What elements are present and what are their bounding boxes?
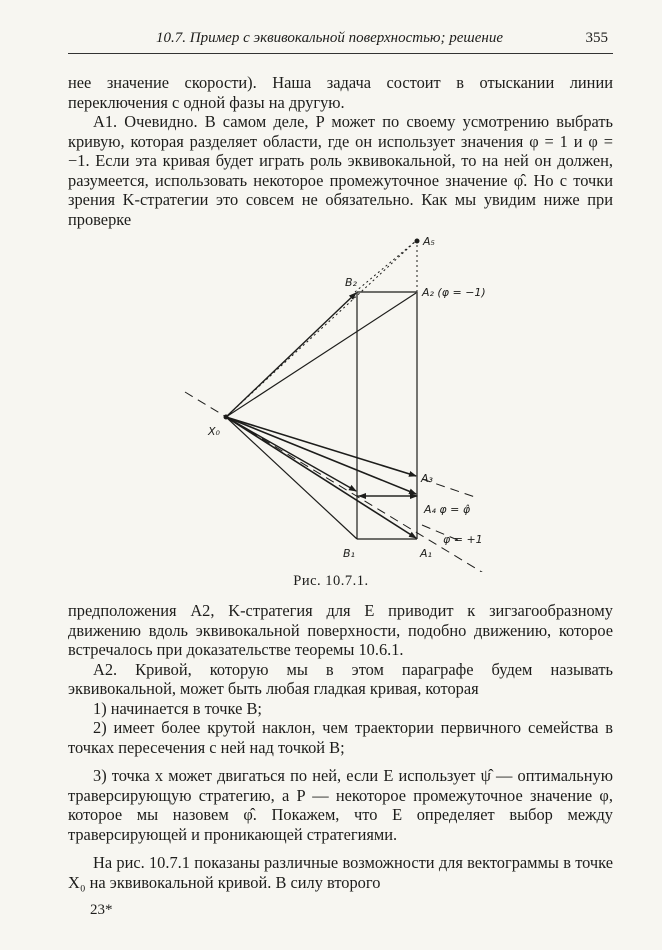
label-a1: A₁ [420,547,432,560]
point-a5 [415,239,420,244]
list-item-2: 2) имеет более крутой наклон, чем траектории первичного семейства в точках пересечения с ней над точкой B; [68,718,613,757]
vectogram-diagram [160,232,500,572]
list-item-3: 3) точка x может двигаться по ней, если E использует ψ̂ — оптимальную траверсирующую стратегию, а P — некоторое промежуточное значение φ, которое мы назовем φ̂. Покажем, что E определяет выбор между траверсирующей и проникающей стратегиями. [68,766,613,844]
page-number: 355 [585,30,608,46]
vector-x0-a2 [226,293,416,417]
label-a5: A₅ [423,235,435,248]
paragraph-a1: А1. Очевидно. В самом деле, P может по своему усмотрению выбрать кривую, которая разделяет области, где он использует значения φ = 1 и φ = −1. Если эта кривая будет играть роль эквивокальной, то на ней он должен, разумеется, использовать некоторое промежуточное значение φ̂. Но с точки зрения K-стратегии это совсем не обязательно. Как мы увидим ниже при проверке [68,112,613,229]
vector-x0-b1 [226,417,357,539]
vector-x0-b [226,417,356,491]
vector-x0-a4 [226,417,416,494]
label-a2: A₂ (φ = −1) [422,286,486,299]
figure-caption: Рис. 10.7.1. [293,573,369,589]
figure-10-7-1 [160,232,500,572]
text-block-top [68,73,613,229]
vector-x0-a1 [226,417,416,538]
label-x0: X₀ [208,425,220,438]
paragraph-figure-reference: На рис. 10.7.1 показаны различные возможности для вектограммы в точке X₀ на эквивокальной кривой. В силу второго [68,853,613,892]
header-rule [68,53,613,54]
vector-x0-b2 [226,293,356,417]
label-phi-plus-one: φ = +1 [443,533,483,546]
running-header-title: 10.7. Пример с эквивокальной поверхностью; решение [156,30,503,46]
label-b2: B₂ [345,276,357,289]
paragraph-continuation: нее значение скорости). Наша задача состоит в отыскании линии переключения с одной фазы на другую. [68,73,613,112]
label-a4: A₄ φ = φ̂ [424,503,471,516]
vector-x0-a3 [226,417,416,476]
dotted-line-b2-a5 [355,240,417,292]
text-block-bottom [68,601,613,892]
paragraph-continuation-2: предположения А2, K-стратегия для E приводит к зигзагообразному движению вдоль эквивокальной поверхности, подобно движению, которое встречалось при доказательстве теоремы 10.6.1. [68,601,613,659]
label-b1: B₁ [343,547,355,560]
label-a3: A₃ [421,472,433,485]
point-x0 [224,415,229,420]
signature-mark: 23* [90,902,113,918]
list-item-1: 1) начинается в точке B; [93,698,262,718]
paragraph-a2: А2. Кривой, которую мы в этом параграфе будем называть эквивокальной, может быть любая гладкая кривая, которая [68,659,613,698]
